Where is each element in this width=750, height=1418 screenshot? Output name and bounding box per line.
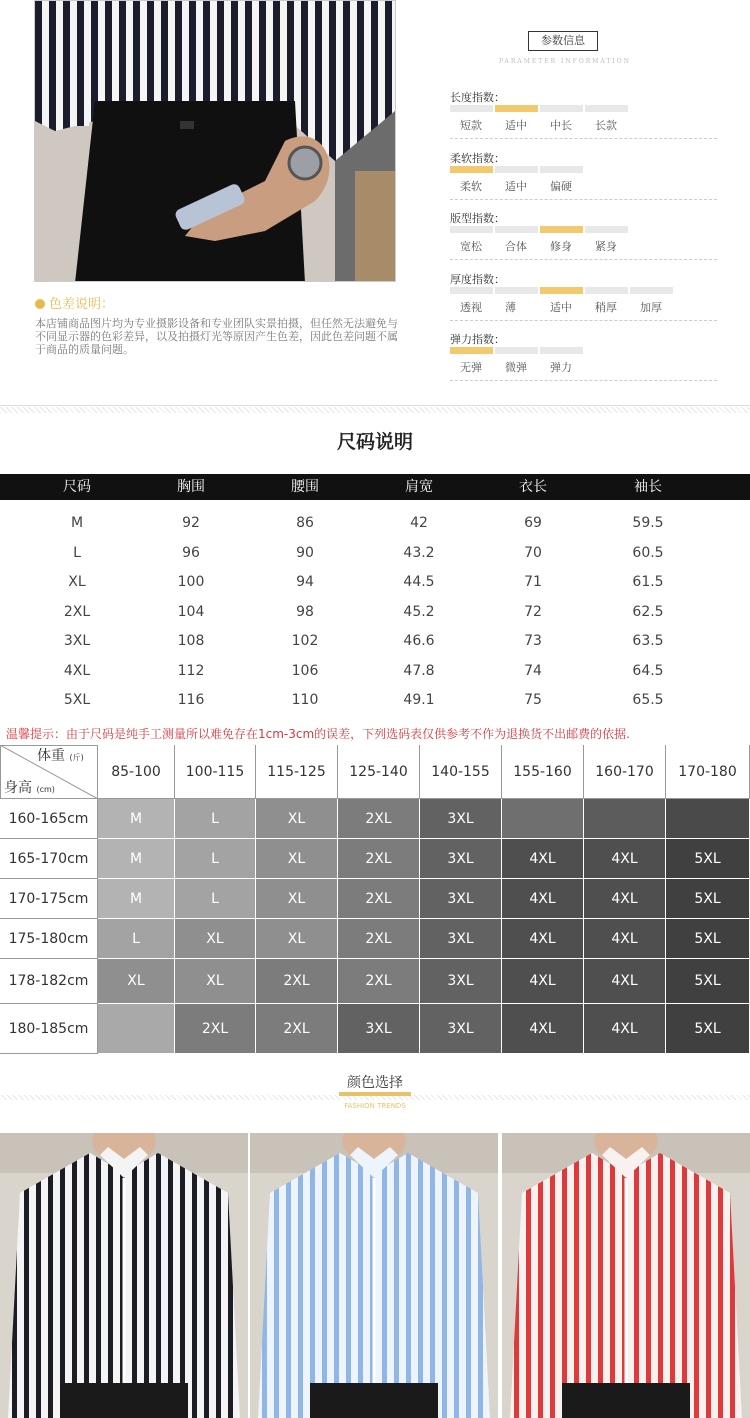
recommended-size-cell: L bbox=[98, 919, 175, 959]
recommended-size-cell: 5XL bbox=[666, 959, 750, 1004]
weight-range-header: 115-125 bbox=[256, 745, 338, 799]
size-chart-header bbox=[0, 474, 750, 500]
weight-range-header: 85-100 bbox=[98, 745, 175, 799]
recommended-size-cell: 2XL bbox=[338, 959, 420, 1004]
size-chart-cell: M bbox=[70, 515, 84, 531]
size-chart-cell: 3XL bbox=[63, 633, 91, 649]
parameter-index-option: 宽松 bbox=[460, 240, 482, 253]
index-segment bbox=[540, 166, 583, 173]
parameter-index-row bbox=[450, 331, 720, 375]
index-segment-selected bbox=[540, 287, 583, 294]
recommended-size-cell: XL bbox=[98, 959, 175, 1004]
parameter-index-option: 薄 bbox=[505, 301, 516, 314]
parameter-index-option: 偏硬 bbox=[550, 180, 572, 193]
size-chart-cell: 4XL bbox=[63, 662, 91, 679]
parameter-index-label: 长度指数： bbox=[450, 91, 505, 104]
parameter-index-label: 柔软指数： bbox=[450, 152, 505, 165]
weight-range-header: 160-170 bbox=[584, 745, 666, 799]
parameter-index-bar bbox=[450, 166, 720, 174]
parameter-index-divider bbox=[450, 320, 717, 321]
size-chart-cell: 47.8 bbox=[403, 662, 435, 679]
index-segment-selected bbox=[450, 166, 493, 173]
color-difference-text: 本店铺商品图片均为专业摄影设备和专业团队实景拍摄，但任然无法避免与不同显示器的色彩差异，以及拍摄灯光等原因产生色差，因此色差问题不属于商品的质量问题。 bbox=[35, 317, 398, 356]
parameter-index-option: 长款 bbox=[595, 119, 617, 132]
parameter-index-option: 无弹 bbox=[460, 361, 482, 374]
index-segment bbox=[585, 105, 628, 112]
index-segment bbox=[450, 105, 493, 112]
parameter-index-options bbox=[450, 178, 720, 194]
recommended-size-cell: 4XL bbox=[584, 959, 666, 1004]
recommended-size-cell: 3XL bbox=[420, 959, 502, 1004]
weight-unit: (斤) bbox=[69, 753, 84, 762]
size-chart-cell: 43.2 bbox=[403, 544, 435, 561]
height-range-label: 175-180cm bbox=[0, 919, 98, 959]
recommended-size-cell: XL bbox=[175, 919, 256, 959]
height-range-label: 180-185cm bbox=[0, 1004, 98, 1054]
size-chart-cell: 110 bbox=[291, 692, 319, 708]
parameter-index-option: 弹力 bbox=[550, 361, 572, 374]
parameter-index-row bbox=[450, 150, 720, 194]
size-chart-cell: 69 bbox=[524, 515, 542, 531]
recommended-size-cell: XL bbox=[256, 879, 338, 919]
parameter-index-bar bbox=[450, 287, 720, 295]
recommended-size-cell: XL bbox=[256, 919, 338, 959]
recommended-size-cell: 2XL bbox=[338, 799, 420, 839]
recommended-size-cell: 2XL bbox=[338, 879, 420, 919]
color-selection-title: 颜色选择 bbox=[330, 1072, 420, 1092]
size-chart-row bbox=[0, 657, 750, 686]
size-chart-cell: 5XL bbox=[63, 692, 91, 708]
recommended-size-cell: L bbox=[175, 799, 256, 839]
size-chart-cell: 60.5 bbox=[632, 544, 664, 561]
product-photo-detail bbox=[34, 0, 396, 282]
size-chart-cell: 61.5 bbox=[632, 574, 664, 590]
recommended-size-cell: XL bbox=[256, 799, 338, 839]
size-chart-cell: 2XL bbox=[63, 603, 91, 620]
recommended-size-cell: 5XL bbox=[666, 919, 750, 959]
index-segment bbox=[495, 226, 538, 233]
recommended-size-cell: 2XL bbox=[256, 1004, 338, 1054]
height-range-label: 160-165cm bbox=[0, 799, 98, 839]
shirt-illustration bbox=[0, 1133, 248, 1418]
recommended-size-cell: 5XL bbox=[666, 839, 750, 879]
parameter-index-row bbox=[450, 89, 720, 133]
recommended-size-cell bbox=[502, 799, 584, 839]
recommended-size-cell: 4XL bbox=[502, 959, 584, 1004]
recommended-size-cell bbox=[98, 1004, 175, 1054]
weight-range-header: 170-180 bbox=[666, 745, 750, 799]
size-chart-header-cell: 袖长 bbox=[634, 479, 662, 495]
parameter-index-option: 紧身 bbox=[595, 240, 617, 253]
size-chart-row bbox=[0, 627, 750, 656]
size-chart-cell: 73 bbox=[524, 633, 542, 649]
color-title-underline bbox=[339, 1092, 411, 1096]
shirt-illustration bbox=[250, 1133, 498, 1418]
size-chart-cell: 74 bbox=[524, 662, 542, 679]
section-divider bbox=[0, 405, 750, 406]
color-selection-subtitle: FASHION TRENDS bbox=[344, 1102, 406, 1110]
size-chart-row bbox=[0, 539, 750, 568]
parameter-index-option: 微弹 bbox=[505, 361, 527, 374]
parameter-index-bar bbox=[450, 347, 720, 355]
size-chart-row bbox=[0, 568, 750, 597]
size-chart-cell: 75 bbox=[524, 692, 542, 708]
size-chart-cell: 71 bbox=[524, 574, 542, 590]
index-segment-selected bbox=[540, 226, 583, 233]
index-segment bbox=[495, 347, 538, 354]
size-chart-cell: 100 bbox=[177, 574, 205, 590]
height-range-label: 178-182cm bbox=[0, 959, 98, 1004]
recommended-size-cell: 4XL bbox=[584, 839, 666, 879]
weight-range-header: 125-140 bbox=[338, 745, 420, 799]
recommended-size-cell: XL bbox=[175, 959, 256, 1004]
recommended-size-cell: 3XL bbox=[420, 1004, 502, 1054]
size-chart-cell: XL bbox=[68, 574, 86, 590]
parameter-index-row bbox=[450, 210, 720, 254]
shirt-blue-white-stripe[interactable] bbox=[250, 1133, 498, 1418]
size-chart-cell: 72 bbox=[524, 603, 542, 620]
recommended-size-cell: 5XL bbox=[666, 1004, 750, 1054]
parameter-index-bar bbox=[450, 105, 720, 113]
index-segment bbox=[585, 287, 628, 294]
recommended-size-cell: 2XL bbox=[256, 959, 338, 1004]
height-label: 身高 bbox=[4, 780, 32, 796]
size-chart-cell: 98 bbox=[296, 603, 314, 620]
recommended-size-cell: 4XL bbox=[584, 919, 666, 959]
size-chart-cell: 70 bbox=[524, 544, 542, 561]
recommended-size-cell: L bbox=[175, 839, 256, 879]
recommended-size-cell: XL bbox=[256, 839, 338, 879]
recommended-size-cell: M bbox=[98, 839, 175, 879]
parameter-index-divider bbox=[450, 259, 717, 260]
recommended-size-cell: 4XL bbox=[502, 1004, 584, 1054]
recommended-size-cell: 3XL bbox=[420, 799, 502, 839]
size-chart-cell: 46.6 bbox=[403, 633, 435, 649]
size-chart-title: 尺码说明 bbox=[336, 431, 413, 453]
index-segment bbox=[495, 287, 538, 294]
size-chart-cell: L bbox=[73, 544, 81, 561]
weight-header bbox=[37, 745, 84, 765]
parameter-index-row bbox=[450, 271, 720, 315]
parameter-index-divider bbox=[450, 199, 717, 200]
size-chart-cell: 104 bbox=[177, 603, 205, 620]
parameter-index-option: 修身 bbox=[550, 240, 572, 253]
weight-range-header: 100-115 bbox=[175, 745, 256, 799]
section-divider-pattern bbox=[0, 407, 750, 413]
recommended-size-cell: 4XL bbox=[502, 919, 584, 959]
recommended-size-cell bbox=[666, 799, 750, 839]
parameter-index-label: 版型指数： bbox=[450, 212, 505, 225]
size-chart-cell: 86 bbox=[296, 515, 314, 531]
parameter-index-option: 中长 bbox=[550, 119, 572, 132]
height-range-label: 170-175cm bbox=[0, 879, 98, 919]
parameter-index-divider bbox=[450, 380, 717, 381]
size-chart-cell: 112 bbox=[177, 662, 205, 679]
index-segment-selected bbox=[450, 347, 493, 354]
parameter-index-label: 弹力指数： bbox=[450, 333, 505, 346]
index-segment-selected bbox=[495, 105, 538, 112]
size-chart-cell: 106 bbox=[291, 662, 319, 679]
height-unit: (cm) bbox=[36, 785, 55, 794]
recommended-size-cell: M bbox=[98, 879, 175, 919]
size-chart-cell: 65.5 bbox=[632, 692, 664, 708]
parameter-index-option: 合体 bbox=[505, 240, 527, 253]
height-range-label: 165-170cm bbox=[0, 839, 98, 879]
size-chart-cell: 96 bbox=[182, 544, 200, 561]
size-recommendation-grid bbox=[0, 745, 750, 1054]
parameter-index-option: 稍厚 bbox=[595, 301, 617, 314]
recommended-size-cell: 5XL bbox=[666, 879, 750, 919]
size-chart-cell: 44.5 bbox=[403, 574, 435, 590]
size-chart-header-cell: 胸围 bbox=[177, 479, 205, 495]
recommended-size-cell: 3XL bbox=[420, 919, 502, 959]
recommended-size-cell: 4XL bbox=[502, 879, 584, 919]
color-difference-title-text: 色差说明： bbox=[49, 297, 115, 312]
parameter-index-options bbox=[450, 299, 720, 315]
recommended-size-cell: 3XL bbox=[420, 879, 502, 919]
index-segment bbox=[495, 166, 538, 173]
size-chart-header-cell: 腰围 bbox=[291, 479, 319, 495]
size-chart-cell: 63.5 bbox=[632, 633, 664, 649]
parameter-info-subtitle: PARAMETER INFORMATION bbox=[499, 58, 631, 65]
parameter-index-options bbox=[450, 359, 720, 375]
weight-range-header: 155-160 bbox=[502, 745, 584, 799]
index-segment bbox=[585, 226, 628, 233]
parameter-index-bar bbox=[450, 226, 720, 234]
shirt-black-white-stripe[interactable] bbox=[0, 1133, 248, 1418]
size-chart-cell: 64.5 bbox=[632, 662, 664, 679]
size-chart-cell: 49.1 bbox=[403, 692, 435, 708]
size-chart-cell: 42 bbox=[410, 515, 428, 531]
parameter-index-option: 透视 bbox=[460, 301, 482, 314]
size-chart-cell: 90 bbox=[296, 544, 314, 561]
recommended-size-cell: 2XL bbox=[338, 839, 420, 879]
index-segment bbox=[450, 226, 493, 233]
color-difference-title bbox=[35, 293, 114, 312]
parameter-index-options bbox=[450, 238, 720, 254]
recommended-size-cell: 4XL bbox=[584, 1004, 666, 1054]
recommended-size-cell: 3XL bbox=[420, 839, 502, 879]
size-chart-row bbox=[0, 598, 750, 627]
size-chart-header-cell: 肩宽 bbox=[405, 479, 433, 495]
parameter-info-title: 参数信息 bbox=[528, 31, 598, 51]
recommended-size-cell: M bbox=[98, 799, 175, 839]
size-chart-row bbox=[0, 686, 750, 715]
parameter-index-option: 加厚 bbox=[640, 301, 662, 314]
shirt-red-white-stripe[interactable] bbox=[502, 1133, 750, 1418]
weight-range-header: 140-155 bbox=[420, 745, 502, 799]
size-chart-header-cell: 衣长 bbox=[519, 479, 547, 495]
parameter-index-option: 短款 bbox=[460, 119, 482, 132]
recommended-size-cell: 2XL bbox=[338, 919, 420, 959]
height-header bbox=[4, 777, 55, 797]
size-chart-cell: 59.5 bbox=[632, 515, 664, 531]
measurement-tip: 温馨提示：由于尺码是纯手工测量所以难免存在1cm-3cm的误差，下列选码表仅供参考不作为退换货不出邮费的依据. bbox=[6, 727, 630, 741]
size-chart-cell: 108 bbox=[177, 633, 205, 649]
recommended-size-cell: 2XL bbox=[175, 1004, 256, 1054]
parameter-index-option: 适中 bbox=[505, 119, 527, 132]
size-chart-cell: 62.5 bbox=[632, 603, 664, 620]
grid-corner-cell bbox=[0, 745, 98, 799]
parameter-index-options bbox=[450, 117, 720, 133]
bullet-icon bbox=[35, 299, 45, 309]
size-chart-row bbox=[0, 509, 750, 538]
parameter-index-divider bbox=[450, 138, 717, 139]
index-segment bbox=[450, 287, 493, 294]
index-segment bbox=[540, 105, 583, 112]
recommended-size-cell: L bbox=[175, 879, 256, 919]
recommended-size-cell: 4XL bbox=[502, 839, 584, 879]
recommended-size-cell bbox=[584, 799, 666, 839]
size-chart-cell: 92 bbox=[182, 515, 200, 531]
parameter-index-label: 厚度指数： bbox=[450, 273, 505, 286]
parameter-index-option: 柔软 bbox=[460, 180, 482, 193]
size-chart-cell: 94 bbox=[296, 574, 314, 590]
size-chart-cell: 102 bbox=[291, 633, 319, 649]
parameter-index-option: 适中 bbox=[550, 301, 572, 314]
recommended-size-cell: 4XL bbox=[584, 879, 666, 919]
size-chart-header-cell: 尺码 bbox=[63, 479, 91, 495]
weight-label: 体重 bbox=[37, 748, 65, 764]
shirt-illustration bbox=[502, 1133, 750, 1418]
size-chart-cell: 45.2 bbox=[403, 603, 435, 620]
size-chart-cell: 116 bbox=[177, 692, 205, 708]
index-segment bbox=[630, 287, 673, 294]
index-segment bbox=[540, 347, 583, 354]
recommended-size-cell: 3XL bbox=[338, 1004, 420, 1054]
parameter-index-option: 适中 bbox=[505, 180, 527, 193]
